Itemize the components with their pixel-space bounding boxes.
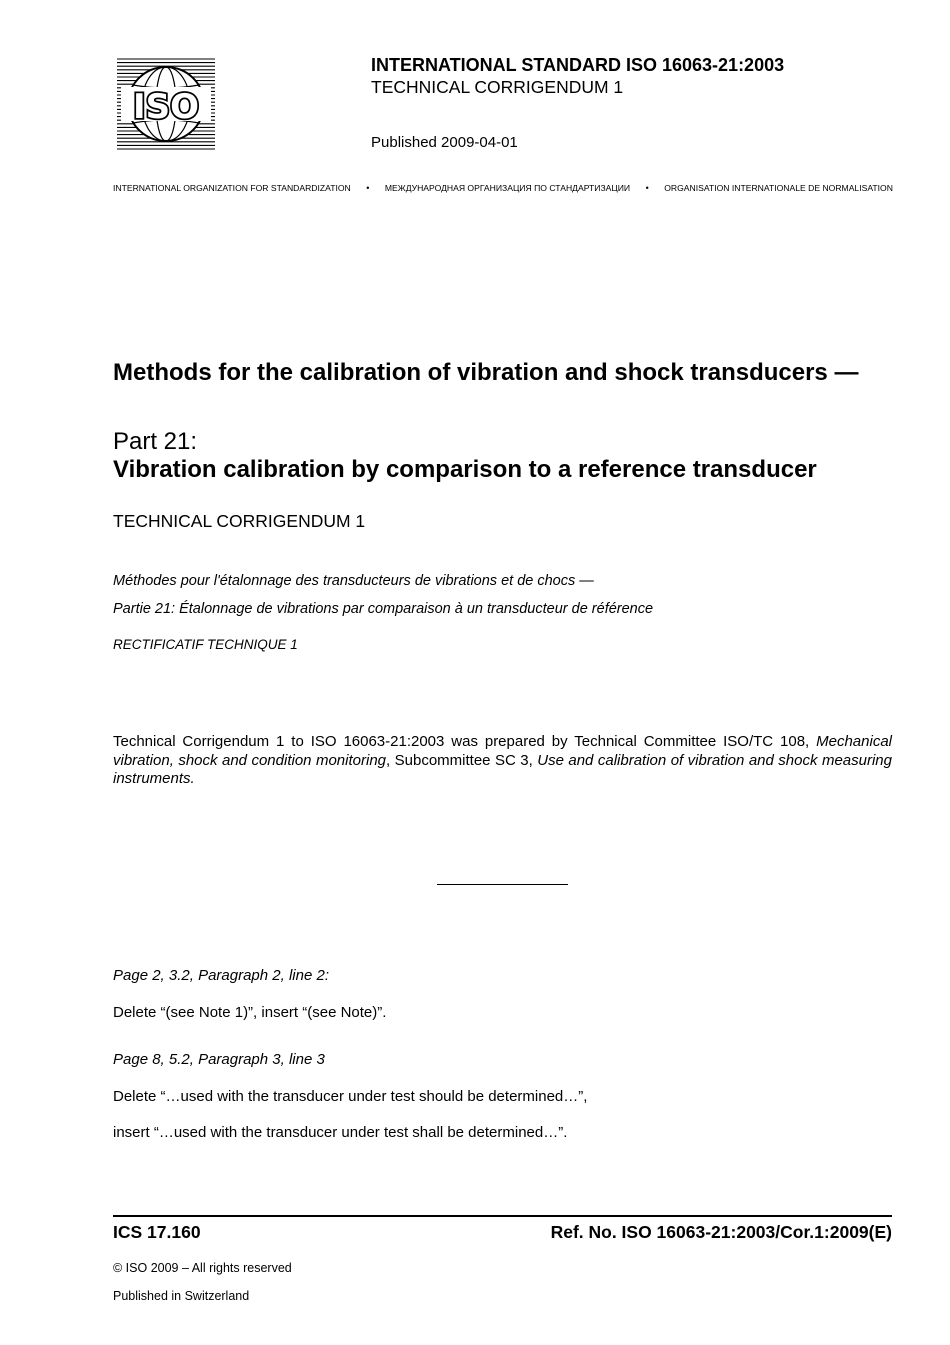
iso-logo	[117, 57, 215, 151]
org-name-fr: ORGANISATION INTERNATIONALE DE NORMALISATION	[664, 183, 893, 193]
standard-title: INTERNATIONAL STANDARD ISO 16063-21:2003	[371, 55, 785, 75]
french-title: Méthodes pour l'étalonnage des transducteurs de vibrations et de chocs —	[113, 573, 594, 589]
document-title: Methods for the calibration of vibration and shock transducers —	[113, 359, 859, 386]
subcommittee-name: Use and calibration of vibration and shock measuring instruments.	[113, 751, 892, 788]
part-number: Part 21:	[113, 428, 198, 455]
org-name-ru: МЕЖДУНАРОДНАЯ ОРГАНИЗАЦИЯ ПО СТАНДАРТИЗАЦИИ	[384, 183, 631, 193]
intro-text: Technical Corrigendum 1 to ISO 16063-21:2003 was prepared by Technical Committee ISO/TC 108,	[113, 733, 817, 750]
organization-names	[113, 183, 893, 193]
reference-number: Ref. No. ISO 16063-21:2003/Cor.1:2009(E)	[550, 1222, 892, 1242]
change-location: Page 2, 3.2, Paragraph 2, line 2:	[113, 967, 329, 984]
footer-rule	[113, 1215, 892, 1217]
separator-dot: •	[645, 183, 649, 193]
change-instruction: insert “…used with the transducer under test shall be determined…”.	[113, 1124, 568, 1141]
ics-code: ICS 17.160	[113, 1222, 201, 1242]
part-title: Vibration calibration by comparison to a reference transducer	[113, 456, 817, 483]
change-instruction: Delete “…used with the transducer under test should be determined…”,	[113, 1088, 588, 1105]
org-name-en: INTERNATIONAL ORGANIZATION FOR STANDARDIZATION	[113, 183, 351, 193]
divider	[437, 884, 568, 885]
published-in: Published in Switzerland	[113, 1289, 250, 1303]
copyright-notice: © ISO 2009 – All rights reserved	[113, 1261, 292, 1275]
corrigendum-label: TECHNICAL CORRIGENDUM 1	[113, 511, 366, 531]
intro-paragraph	[113, 733, 892, 789]
change-location: Page 8, 5.2, Paragraph 3, line 3	[113, 1051, 325, 1068]
svg-text:ISO: ISO	[132, 87, 200, 127]
published-date: Published 2009-04-01	[371, 134, 518, 151]
corrigendum-number: TECHNICAL CORRIGENDUM 1	[371, 77, 624, 97]
french-corrigendum-label: RECTIFICATIF TECHNIQUE 1	[113, 637, 298, 652]
french-part-title: Partie 21: Étalonnage de vibrations par comparaison à un transducteur de référence	[113, 601, 654, 617]
intro-text: , Subcommittee SC 3,	[386, 751, 538, 769]
change-instruction: Delete “(see Note 1)”, insert “(see Note)”.	[113, 1004, 387, 1021]
separator-dot: •	[366, 183, 370, 193]
committee-name: Mechanical vibration, shock and condition monitoring	[113, 733, 892, 769]
iso-globe-icon	[117, 57, 215, 151]
